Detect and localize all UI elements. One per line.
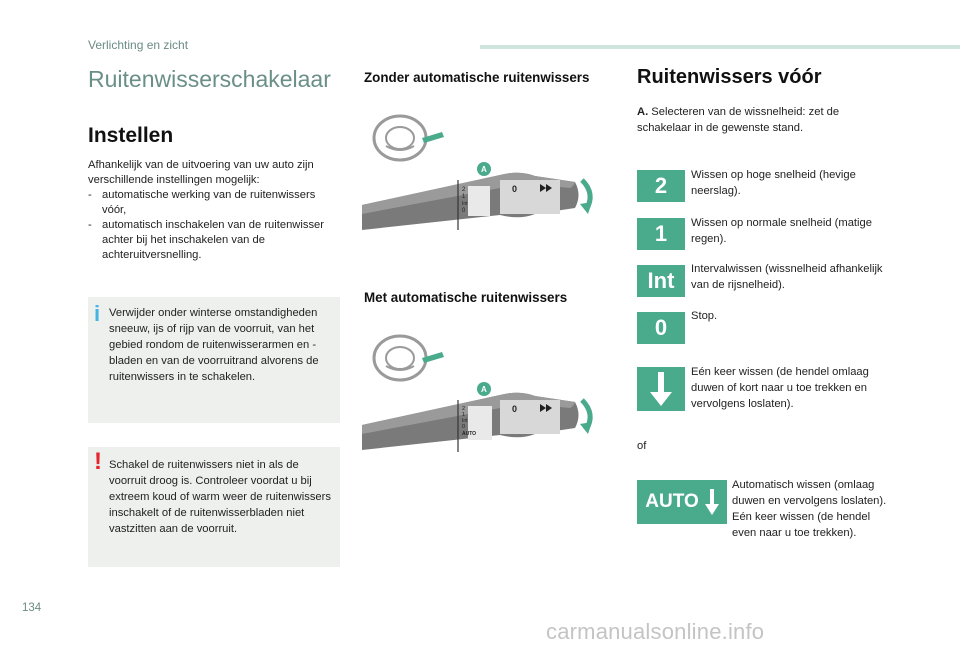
callout-a-label: A <box>481 165 487 174</box>
bullet-text: automatisch inschakelen van de ruitenwisser achter bij het inschakelen van de achteruitversnelling. <box>102 219 325 261</box>
intro-text: Selecteren van de wissnelheid: zet de schakelaar in de gewenste stand. <box>637 106 840 134</box>
stop-desc: Stop. <box>691 310 718 322</box>
front-wipers-title: Ruitenwissers vóór <box>637 66 822 88</box>
heading-with-auto: Met automatische ruitenwissers <box>364 290 568 305</box>
auto-wipe-text2: Eén keer wissen (de hendel even naar u toe trekken). <box>732 511 871 539</box>
pos-1-label: 1 <box>462 412 466 418</box>
pos-2-label: 2 <box>462 406 466 412</box>
heading-without-auto: Zonder automatische ruitenwissers <box>364 70 590 85</box>
auto-wipe-icon <box>637 480 727 524</box>
speed-1-icon: 1 <box>637 218 685 250</box>
auto-label: AUTO <box>645 491 699 512</box>
front-wipers-intro <box>637 104 877 136</box>
pos-0-label: 0 <box>462 424 466 430</box>
header-bar <box>480 45 960 49</box>
info-icon: i <box>94 301 101 326</box>
stop-icon: 0 <box>637 312 685 344</box>
pos-auto-label: AUTO <box>462 431 477 437</box>
intro-label: A. <box>637 106 649 118</box>
warning-icon: ! <box>94 448 102 475</box>
intro-paragraph <box>88 158 340 263</box>
steering-wheel-icon <box>374 336 444 380</box>
single-wipe-desc: Eén keer wissen (de hendel omlaag duwen of kort naar u toe trekken en vervolgens loslaten). <box>691 366 869 410</box>
rotate-arrow-icon <box>580 202 592 214</box>
warning-note <box>88 447 340 567</box>
page-number: 134 <box>22 602 42 614</box>
auto-wipe-text1: Automatisch wissen (omlaag duwen en vervolgens loslaten). <box>732 479 887 507</box>
wiper-stalk-illustration <box>360 110 600 250</box>
auto-wipe-desc <box>732 477 892 541</box>
interval-desc: Intervalwissen (wissnelheid afhankelijk van de rijsnelheid). <box>691 263 883 291</box>
pos-2-label: 2 <box>462 187 466 193</box>
intro-text: Afhankelijk van de uitvoering van uw auto zijn verschillende instellingen mogelijk: <box>88 159 314 186</box>
watermark: carmanualsonline.info <box>546 619 765 644</box>
speed-2-desc: Wissen op hoge snelheid (hevige neerslag). <box>691 169 856 197</box>
speed-1-desc: Wissen op normale snelheid (matige regen). <box>691 217 872 245</box>
bullet-item: - automatische werking van de ruitenwissers vóór, <box>88 188 340 218</box>
steering-wheel-icon <box>374 116 444 160</box>
subtitle-instellen: Instellen <box>88 124 174 147</box>
or-label: of <box>637 440 647 452</box>
bullet-text: automatische werking van de ruitenwissers vóór, <box>102 189 316 216</box>
section-header: Verlichting en zicht <box>88 38 189 52</box>
callout-a-label: A <box>481 385 487 394</box>
bullet-item: - automatisch inschakelen van de ruitenwisser achter bij het inschakelen van de achteruitversnelling. <box>88 218 340 263</box>
pos-int-label: Int <box>462 418 468 424</box>
speed-2-icon: 2 <box>637 170 685 202</box>
pos-1-label: 1 <box>462 194 466 200</box>
pos-int-label: Int <box>462 201 468 207</box>
rotate-arrow-icon <box>580 422 592 434</box>
info-note-text: Verwijder onder winterse omstandigheden sneeuw, ijs of rijp van de voorruit, van het gebied rondom de ruitenwisserarmen en -bladen en van de voorruitrand alvorens de ruitenwissers in te schakelen. <box>109 307 319 383</box>
rear-wiper-zero: 0 <box>512 404 518 414</box>
arrow-down-icon <box>637 367 685 411</box>
wiper-stalk-auto-illustration <box>360 330 600 470</box>
info-note <box>88 297 340 423</box>
page-title: Ruitenwisserschakelaar <box>88 66 331 92</box>
rear-wiper-zero: 0 <box>512 184 518 194</box>
warning-note-text: Schakel de ruitenwissers niet in als de voorruit droog is. Controleer voordat u bij extreem koud of warm weer de ruitenwissers inschakelt of de ruitenwisserbladen niet vastzitten aan de voorruit. <box>109 459 331 535</box>
interval-icon: Int <box>637 265 685 297</box>
pos-0-label: 0 <box>462 208 466 214</box>
